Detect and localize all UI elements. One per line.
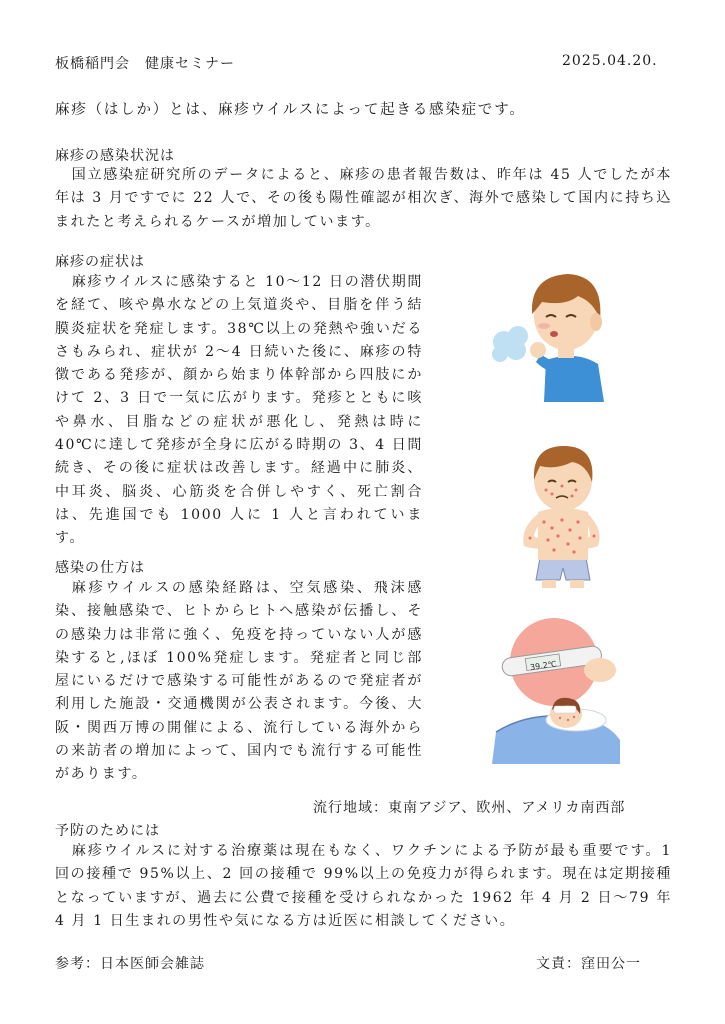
seminar-title: 板橋稲門会 健康セミナー: [55, 56, 235, 72]
section-heading-symptoms: 麻疹の症状は: [55, 254, 145, 270]
intro-sentence: 麻疹（はしか）とは、麻疹ウイルスによって起きる感染症です。: [55, 102, 526, 118]
author-note: 文責：窪田公一: [536, 956, 641, 972]
rash-boy-illustration: [506, 440, 616, 588]
fever-bed-illustration: [492, 614, 622, 764]
reference-note: 参考：日本医師会雑誌: [55, 956, 205, 972]
thermometer-reading: 39.2℃: [529, 659, 558, 673]
section-body-transmission: 麻疹ウイルスの感染経路は、空気感染、飛沫感染、接触感染で、ヒトからヒトへ感染が伝播し、その感染力は非常に強く、免疫を持っていない人が感染すると,ほぼ 100%発症します。発症者と同じ部屋にいるだけで感染する可能性があるので発症者が利用した施設・交通機関が公表されます。今後、大阪・関西万博の開催による、流行している海外からの来訪者の増加によって、国内でも流行する可能性があります。: [55, 580, 423, 783]
section-body-prevention: 麻疹ウイルスに対する治療薬は現在もなく、ワクチンによる予防が最も重要です。1 回の接種で 95%以上、2 回の接種で 99%以上の免疫力が得られます。現在は定期接種となっていますが、過去に公費で接種を受けられなかった 1962 年 4 月 2 日～79 年 4 月 1 日生まれの男性や気になる方は近医に相談してください。: [55, 843, 672, 929]
section-body-status: 国立感染症研究所のデータによると、麻疹の患者報告数は、昨年は 45 人でしたが本年は 3 月ですでに 22 人で、その後も陽性確認が相次ぎ、海外で感染して国内に持ち込まれたと考えられるケースが増加しています。: [55, 167, 672, 230]
section-body-symptoms: 麻疹ウイルスに感染すると 10～12 日の潜伏期間を経て、咳や鼻水などの上気道炎や、目脂を伴う結膜炎症状を発症します。38℃以上の発熱や強いだるさもみられ、症状が 2～4 日続いた後に、麻疹の特徴である発疹が、顔から始まり体幹部から四肢にかけて 2、3 日で一気に広がります。発疹とともに咳や鼻水、目脂などの症状が悪化し、発熱は時に 40℃に達して発疹が全身に広がる時期の 3、4 日間続き、その後に症状は改善します。経過中に肺炎、中耳炎、脳炎、心筋炎を合併しやすく、死亡割合は、先進国でも 1000 人に 1 人と言われています。: [55, 274, 423, 547]
epidemic-regions: 流行地域：東南アジア、欧州、アメリカ南西部: [313, 800, 626, 816]
section-heading-status: 麻疹の感染状況は: [55, 148, 175, 164]
coughing-boy-illustration: [486, 262, 621, 402]
section-heading-transmission: 感染の仕方は: [55, 560, 145, 576]
section-heading-prevention: 予防のためには: [55, 823, 160, 839]
seminar-date: 2025.04.20.: [562, 53, 658, 69]
